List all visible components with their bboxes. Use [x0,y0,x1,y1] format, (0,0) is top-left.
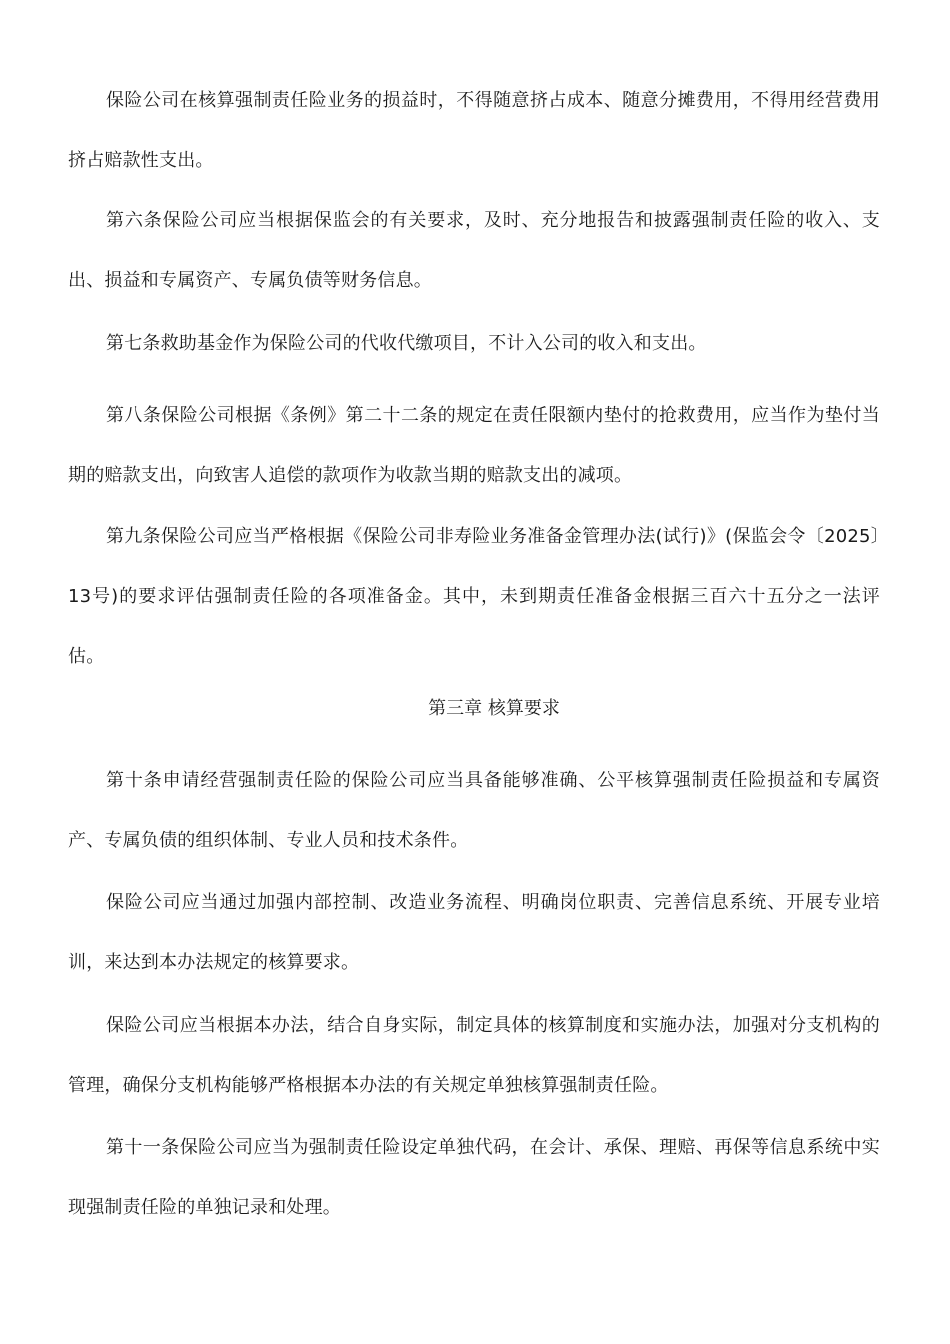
paragraph-article-7: 第七条救助基金作为保险公司的代收代缴项目，不计入公司的收入和支出。 [106,333,707,354]
paragraph-article-11: 第十一条保险公司应当为强制责任险设定单独代码，在会计、承保、理赔、再保等信息系统中实现强制责任险的单独记录和处理。 [68,1137,880,1218]
paragraph-article-10: 第十条申请经营强制责任险的保险公司应当具备能够准确、公平核算强制责任险损益和专属资产、专属负债的组织体制、专业人员和技术条件。 [68,770,880,851]
paragraph-internal-control: 保险公司应当通过加强内部控制、改造业务流程、明确岗位职责、完善信息系统、开展专业培训，来达到本办法规定的核算要求。 [68,892,880,973]
paragraph-article-8: 第八条保险公司根据《条例》第二十二条的规定在责任限额内垫付的抢救费用，应当作为垫付当期的赔款支出，向致害人追偿的款项作为收款当期的赔款支出的减项。 [68,405,880,486]
paragraph-accounting-rules: 保险公司应当根据本办法，结合自身实际，制定具体的核算制度和实施办法，加强对分支机构的管理，确保分支机构能够严格根据本办法的有关规定单独核算强制责任险。 [68,1015,880,1096]
paragraph-cost-allocation: 保险公司在核算强制责任险业务的损益时，不得随意挤占成本、随意分摊费用，不得用经营费用挤占赔款性支出。 [68,90,880,171]
chapter-heading: 第三章 核算要求 [428,698,560,719]
paragraph-article-9: 第九条保险公司应当严格根据《保险公司非寿险业务准备金管理办法(试行)》(保监会令〔2025〕13号)的要求评估强制责任险的各项准备金。其中，未到期责任准备金根据三百六十五分之一法评估。 [68,526,880,667]
paragraph-article-6: 第六条保险公司应当根据保监会的有关要求，及时、充分地报告和披露强制责任险的收入、支出、损益和专属资产、专属负债等财务信息。 [68,210,880,291]
